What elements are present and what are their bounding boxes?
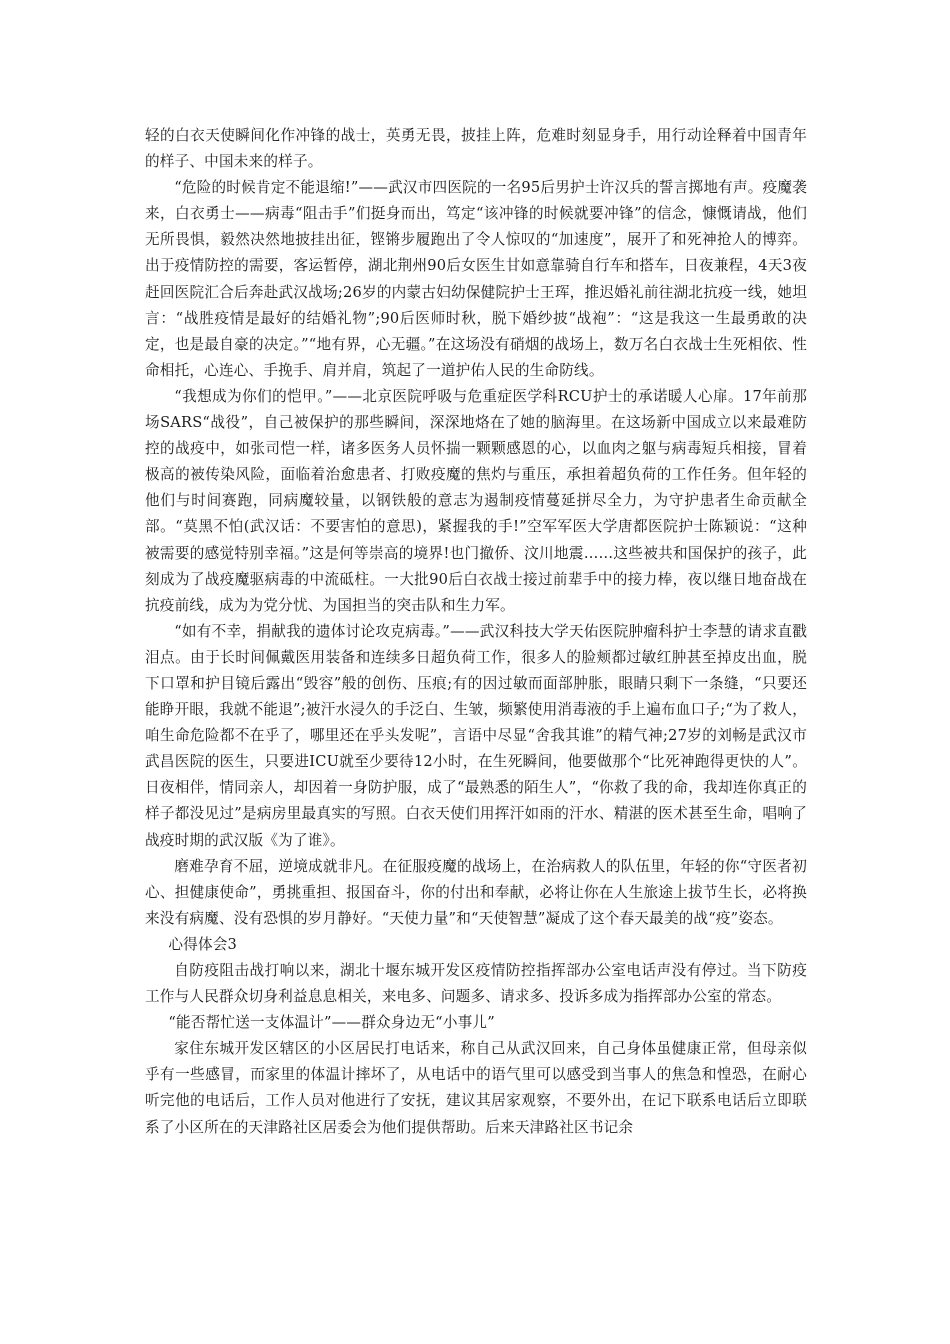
document-page	[145, 123, 807, 1141]
paragraph-adversity: 磨难孕育不屈，逆境成就非凡。在征服疫魔的战场上，在治病救人的队伍里，年轻的你“守医者初心、担健康使命”，勇挑重担、报国奋斗，你的付出和奉献，必将让你在人生旅途上拔节生长，必将换来没有病魔、没有恐惧的岁月静好。“天使力量”和“天使智慧”凝成了这个春天最美的战“疫”姿态。	[145, 857, 807, 927]
paragraph-continuation: 轻的白衣天使瞬间化作冲锋的战士，英勇无畏，披挂上阵，危难时刻显身手，用行动诠释着中国青年的样子、中国未来的样子。	[145, 127, 807, 171]
section-heading: 心得体会3	[168, 935, 238, 953]
section-subheading: “能否帮忙送一支体温计”——群众身边无“小事儿”	[168, 1014, 495, 1032]
paragraph-armor: “我想成为你们的恺甲。”——北京医院呼吸与危重症医学科RCU护士的承诺暖人心扉。17年前那场SARS“战役”，自己被保护的那些瞬间，深深地烙在了她的脑海里。在这场新中国成立以来最难防控的战疫中，如张司恺一样，诸多医务人员怀揣一颗颗感恩的心，以血肉之躯与病毒短兵相接，冒着极高的被传染风险，面临着治愈患者、打败疫魔的焦灼与重压，承担着超负荷的工作任务。但年轻的他们与时间赛跑，同病魔较量，以钢铁般的意志为遏制疫情蔓延拼尽全力，为守护患者生命贡献全部。“莫黑不怕(武汉话：不要害怕的意思)，紧握我的手!”空军军医大学唐都医院护士陈颖说：“这种被需要的感觉特别幸福。”这是何等崇高的境界!也门撤侨、汶川地震……这些被共和国保护的孩子，此刻成为了战疫魔驱病毒的中流砥柱。一大批90后白衣战士接过前辈手中的接力棒，夜以继日地奋战在抗疫前线，成为为党分忧、为国担当的突击队和生力军。	[145, 387, 807, 614]
paragraph-hotline: 自防疫阻击战打响以来，湖北十堰东城开发区疫情防控指挥部办公室电话声没有停过。当下防疫工作与人民群众切身利益息息相关，来电多、问题多、请求多、投诉多成为指挥部办公室的常态。	[145, 962, 807, 1006]
paragraph-danger-no-retreat: “危险的时候肯定不能退缩!”——武汉市四医院的一名95后男护士许汉兵的誓言掷地有声。疫魔袭来，白衣勇士——病毒“阻击手”们挺身而出，笃定“该冲锋的时候就要冲锋”的信念，慷慨请战，他们无所畏惧，毅然决然地披挂出征，铿锵步履跑出了令人惊叹的“加速度”，展开了和死神抢人的博弈。出于疫情防控的需要，客运暂停，湖北荆州90后女医生甘如意靠骑自行车和搭车，日夜兼程，4天3夜赶回医院汇合后奔赴武汉战场;26岁的内蒙古妇幼保健院护士王珲，推迟婚礼前往湖北抗疫一线，她坦言：“战胜疫情是最好的结婚礼物”;90后医师时秋，脱下婚纱披“战袍”：“这是我这一生最勇敢的决定，也是最自豪的决定。”“地有界，心无疆。”在这场没有硝烟的战场上，数万名白衣战士生死相依、性命相托，心连心、手挽手、肩并肩，筑起了一道护佑人民的生命防线。	[145, 179, 807, 379]
paragraph-thermometer: 家住东城开发区辖区的小区居民打电话来，称自己从武汉回来，自己身体虽健康正常，但母亲似乎有一些感冒，而家里的体温计摔坏了，从电话中的语气里可以感受到当事人的焦急和惶恐，在耐心听完他的电话后，工作人员对他进行了安抚，建议其居家观察，不要外出，在记下联系电话后立即联系了小区所在的天津路社区居委会为他们提供帮助。后来天津路社区书记余	[145, 1040, 807, 1136]
paragraph-donate: “如有不幸，捐献我的遗体讨论攻克病毒。”——武汉科技大学天佑医院肿瘤科护士李慧的请求直戳泪点。由于长时间佩戴医用装备和连续多日超负荷工作，很多人的脸颊都过敏红肿甚至掉皮出血，脱下口罩和护目镜后露出“毁容”般的创伤、压痕;有的因过敏而面部肿胀，眼睛只剩下一条缝，“只要还能睁开眼，我就不能退”;被汗水浸久的手泛白、生皱，频繁使用消毒液的手上遍布血口子;“为了救人，咱生命危险都不在乎了，哪里还在乎头发呢”，言语中尽显“舍我其谁”的精气神;27岁的刘畅是武汉市武昌医院的医生，只要进ICU就至少要待12小时，在生死瞬间，他要做那个“比死神跑得更快的人”。日夜相伴，情同亲人，却因着一身防护服，成了“最熟悉的陌生人”，“你救了我的命，我却连你真正的样子都没见过”是病房里最真实的写照。白衣天使们用挥汗如雨的汗水、精湛的医术甚至生命，唱响了战疫时期的武汉版《为了谁》。	[145, 622, 807, 849]
